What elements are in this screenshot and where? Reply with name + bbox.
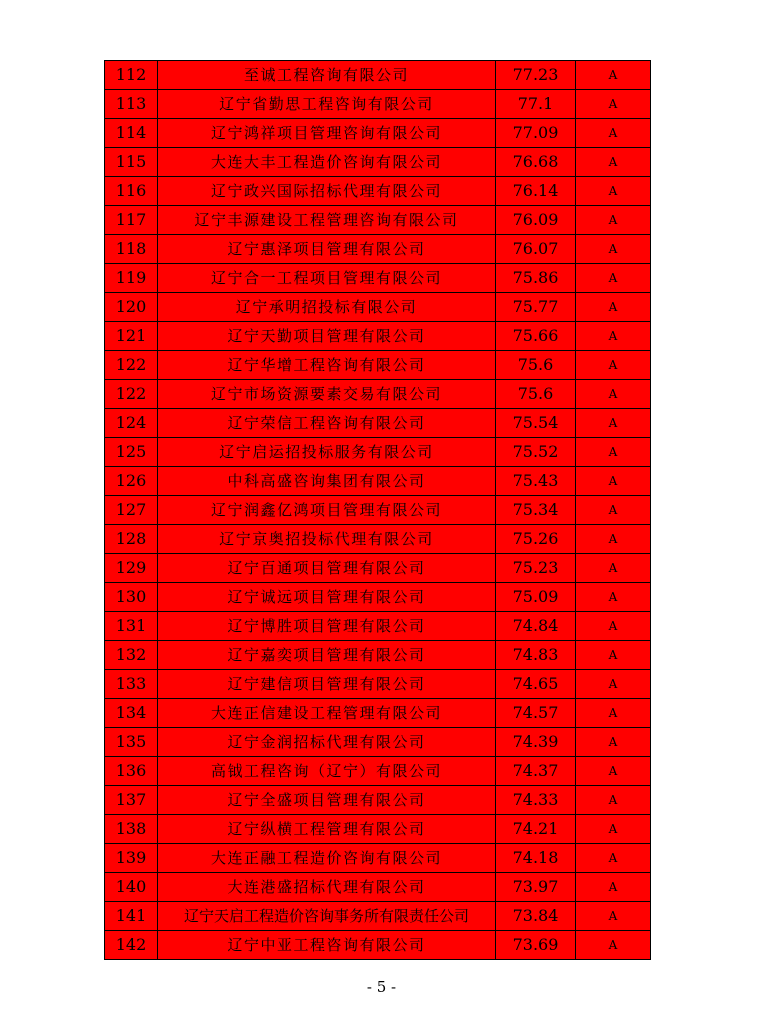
grade-cell: A: [576, 467, 651, 496]
grade-cell: A: [576, 438, 651, 467]
page-number: - 5 -: [366, 978, 397, 996]
rank-cell: 141: [105, 902, 158, 931]
table-row: [105, 235, 651, 264]
company-name-cell: 大连正融工程造价咨询有限公司: [158, 844, 496, 873]
table-row: [105, 148, 651, 177]
score-cell: 77.09: [496, 119, 576, 148]
score-cell: 77.1: [496, 90, 576, 119]
grade-cell: A: [576, 525, 651, 554]
company-name-cell: 辽宁启运招投标服务有限公司: [158, 438, 496, 467]
rank-cell: 132: [105, 641, 158, 670]
grade-cell: A: [576, 293, 651, 322]
score-cell: 74.83: [496, 641, 576, 670]
table-row: [105, 467, 651, 496]
table-row: [105, 322, 651, 351]
rank-cell: 129: [105, 554, 158, 583]
table-row: [105, 206, 651, 235]
table-row: [105, 815, 651, 844]
company-name-cell: 辽宁百通项目管理有限公司: [158, 554, 496, 583]
grade-cell: A: [576, 90, 651, 119]
company-name-cell: 辽宁合一工程项目管理有限公司: [158, 264, 496, 293]
grade-cell: A: [576, 699, 651, 728]
grade-cell: A: [576, 235, 651, 264]
score-cell: 74.18: [496, 844, 576, 873]
table-row: [105, 351, 651, 380]
score-cell: 75.09: [496, 583, 576, 612]
rank-cell: 142: [105, 931, 158, 960]
score-cell: 74.39: [496, 728, 576, 757]
score-cell: 74.84: [496, 612, 576, 641]
score-cell: 75.54: [496, 409, 576, 438]
score-cell: 75.34: [496, 496, 576, 525]
table-row: [105, 177, 651, 206]
company-name-cell: 辽宁政兴国际招标代理有限公司: [158, 177, 496, 206]
table-row: [105, 641, 651, 670]
ranking-body: [105, 61, 651, 960]
grade-cell: A: [576, 583, 651, 612]
score-cell: 74.37: [496, 757, 576, 786]
table-row: [105, 612, 651, 641]
table-row: [105, 583, 651, 612]
grade-cell: A: [576, 641, 651, 670]
grade-cell: A: [576, 264, 651, 293]
company-name-cell: 辽宁市场资源要素交易有限公司: [158, 380, 496, 409]
rank-cell: 125: [105, 438, 158, 467]
rank-cell: 114: [105, 119, 158, 148]
grade-cell: A: [576, 873, 651, 902]
score-cell: 74.21: [496, 815, 576, 844]
grade-cell: A: [576, 409, 651, 438]
table-row: [105, 264, 651, 293]
company-name-cell: 辽宁天启工程造价咨询事务所有限责任公司: [158, 902, 496, 931]
company-name-cell: 辽宁嘉奕项目管理有限公司: [158, 641, 496, 670]
company-name-cell: 辽宁中亚工程咨询有限公司: [158, 931, 496, 960]
table-row: [105, 380, 651, 409]
company-name-cell: 至诚工程咨询有限公司: [158, 61, 496, 90]
score-cell: 75.43: [496, 467, 576, 496]
table-row: [105, 873, 651, 902]
grade-cell: A: [576, 931, 651, 960]
score-cell: 75.6: [496, 380, 576, 409]
score-cell: 74.65: [496, 670, 576, 699]
company-name-cell: 辽宁纵横工程管理有限公司: [158, 815, 496, 844]
company-name-cell: 大连大丰工程造价咨询有限公司: [158, 148, 496, 177]
score-cell: 73.97: [496, 873, 576, 902]
company-name-cell: 辽宁京奥招投标代理有限公司: [158, 525, 496, 554]
rank-cell: 118: [105, 235, 158, 264]
rank-cell: 122: [105, 380, 158, 409]
rank-cell: 116: [105, 177, 158, 206]
table-row: [105, 61, 651, 90]
rank-cell: 117: [105, 206, 158, 235]
score-cell: 74.33: [496, 786, 576, 815]
grade-cell: A: [576, 815, 651, 844]
rank-cell: 134: [105, 699, 158, 728]
rank-cell: 135: [105, 728, 158, 757]
grade-cell: A: [576, 322, 651, 351]
grade-cell: A: [576, 670, 651, 699]
rank-cell: 112: [105, 61, 158, 90]
grade-cell: A: [576, 844, 651, 873]
rank-cell: 113: [105, 90, 158, 119]
rank-cell: 128: [105, 525, 158, 554]
table-row: [105, 293, 651, 322]
table-row: [105, 496, 651, 525]
company-name-cell: 中科高盛咨询集团有限公司: [158, 467, 496, 496]
table-row: [105, 554, 651, 583]
score-cell: 76.07: [496, 235, 576, 264]
score-cell: 75.26: [496, 525, 576, 554]
rank-cell: 138: [105, 815, 158, 844]
score-cell: 77.23: [496, 61, 576, 90]
table-row: [105, 699, 651, 728]
company-name-cell: 辽宁润鑫亿鸿项目管理有限公司: [158, 496, 496, 525]
grade-cell: A: [576, 61, 651, 90]
rank-cell: 130: [105, 583, 158, 612]
table-row: [105, 90, 651, 119]
grade-cell: A: [576, 786, 651, 815]
score-cell: 73.69: [496, 931, 576, 960]
grade-cell: A: [576, 902, 651, 931]
table-row: [105, 409, 651, 438]
table-row: [105, 728, 651, 757]
grade-cell: A: [576, 554, 651, 583]
company-name-cell: 辽宁丰源建设工程管理咨询有限公司: [158, 206, 496, 235]
table-row: [105, 902, 651, 931]
company-name-cell: 大连港盛招标代理有限公司: [158, 873, 496, 902]
score-cell: 75.23: [496, 554, 576, 583]
company-name-cell: 辽宁承明招投标有限公司: [158, 293, 496, 322]
grade-cell: A: [576, 380, 651, 409]
rank-cell: 133: [105, 670, 158, 699]
rank-cell: 119: [105, 264, 158, 293]
grade-cell: A: [576, 206, 651, 235]
table-row: [105, 844, 651, 873]
rank-cell: 124: [105, 409, 158, 438]
rank-cell: 140: [105, 873, 158, 902]
company-name-cell: 辽宁金润招标代理有限公司: [158, 728, 496, 757]
company-name-cell: 大连正信建设工程管理有限公司: [158, 699, 496, 728]
company-name-cell: 辽宁诚远项目管理有限公司: [158, 583, 496, 612]
company-name-cell: 辽宁全盛项目管理有限公司: [158, 786, 496, 815]
company-name-cell: 辽宁鸿祥项目管理咨询有限公司: [158, 119, 496, 148]
score-cell: 76.68: [496, 148, 576, 177]
score-cell: 76.09: [496, 206, 576, 235]
company-name-cell: 辽宁惠泽项目管理有限公司: [158, 235, 496, 264]
table-row: [105, 670, 651, 699]
ranking-table: [104, 60, 651, 960]
table-row: [105, 438, 651, 467]
score-cell: 75.86: [496, 264, 576, 293]
grade-cell: A: [576, 728, 651, 757]
rank-cell: 136: [105, 757, 158, 786]
rank-cell: 139: [105, 844, 158, 873]
company-name-cell: 辽宁博胜项目管理有限公司: [158, 612, 496, 641]
table-row: [105, 757, 651, 786]
grade-cell: A: [576, 496, 651, 525]
score-cell: 75.6: [496, 351, 576, 380]
grade-cell: A: [576, 351, 651, 380]
table-row: [105, 931, 651, 960]
rank-cell: 131: [105, 612, 158, 641]
rank-cell: 122: [105, 351, 158, 380]
table-row: [105, 525, 651, 554]
score-cell: 74.57: [496, 699, 576, 728]
table-row: [105, 119, 651, 148]
company-name-cell: 辽宁华增工程咨询有限公司: [158, 351, 496, 380]
rank-cell: 115: [105, 148, 158, 177]
grade-cell: A: [576, 177, 651, 206]
score-cell: 75.77: [496, 293, 576, 322]
score-cell: 73.84: [496, 902, 576, 931]
grade-cell: A: [576, 119, 651, 148]
rank-cell: 120: [105, 293, 158, 322]
rank-cell: 137: [105, 786, 158, 815]
company-name-cell: 辽宁天勤项目管理有限公司: [158, 322, 496, 351]
rank-cell: 121: [105, 322, 158, 351]
score-cell: 75.52: [496, 438, 576, 467]
company-name-cell: 辽宁省勤思工程咨询有限公司: [158, 90, 496, 119]
rank-cell: 127: [105, 496, 158, 525]
score-cell: 76.14: [496, 177, 576, 206]
score-cell: 75.66: [496, 322, 576, 351]
grade-cell: A: [576, 148, 651, 177]
company-name-cell: 辽宁建信项目管理有限公司: [158, 670, 496, 699]
grade-cell: A: [576, 612, 651, 641]
company-name-cell: 高钺工程咨询（辽宁）有限公司: [158, 757, 496, 786]
company-name-cell: 辽宁荣信工程咨询有限公司: [158, 409, 496, 438]
grade-cell: A: [576, 757, 651, 786]
rank-cell: 126: [105, 467, 158, 496]
table-row: [105, 786, 651, 815]
